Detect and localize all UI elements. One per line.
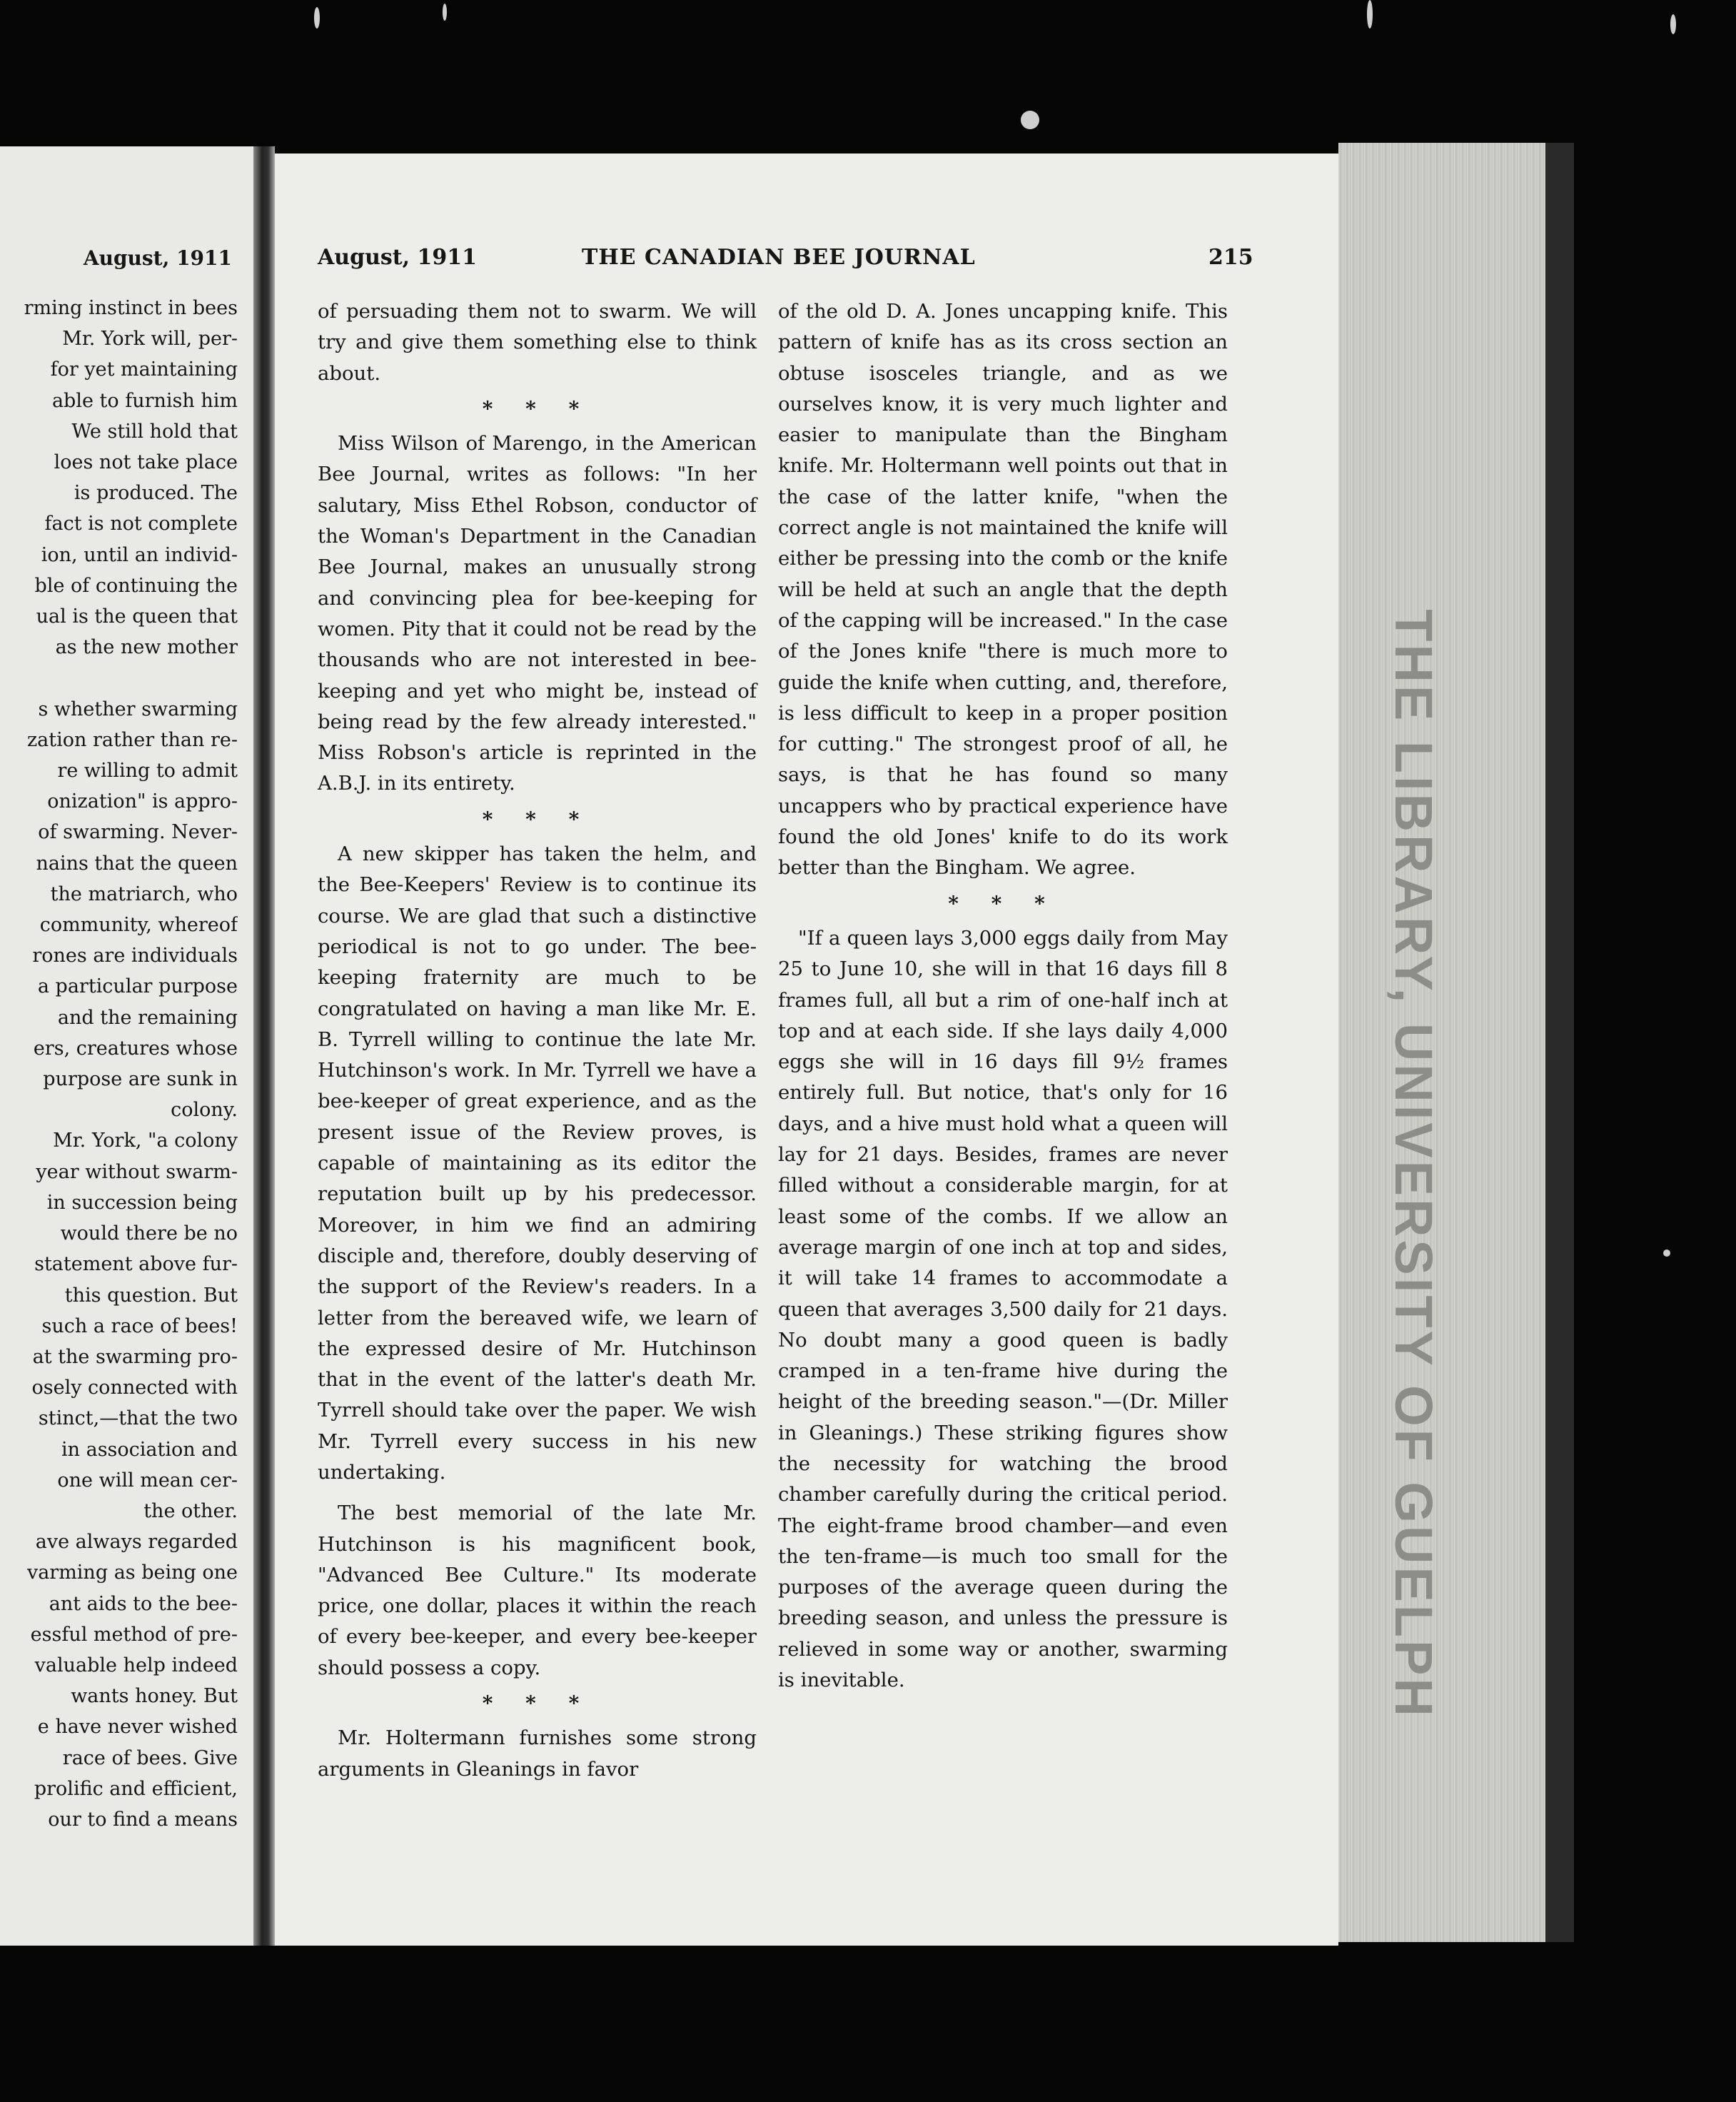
text-line: and the remaining: [57, 1006, 238, 1029]
left-page-text: [0, 293, 238, 1835]
text-line: purpose are sunk in: [43, 1068, 238, 1091]
section-separator: * * *: [482, 807, 592, 831]
text-line: of swarming. Never-: [38, 821, 238, 844]
text-line: prolific and efficient,: [34, 1777, 238, 1800]
paragraph: of persuading them not to swarm. We will try and give them something else to think about.: [318, 300, 757, 385]
text-line: rming instinct in bees: [24, 297, 238, 319]
section-separator: * * *: [482, 1691, 592, 1716]
paragraph: "If a queen lays 3,000 eggs daily from May 25 to June 10, she will in that 16 days fill 8 frames full, all but a rim of one-half inch at top and at each side. If she lays daily 4,000 eggs she will in 16 days fill 9½ frames entirely full. But notice, that's only for 16 days, and a hive must hold what a queen will lay for 21 days. Besides, frames are never filled without a considerable margin, for at least some of the combs. If we allow an average margin of one inch at top and sides, it will take 14 frames to accommodate a queen that averages 3,500 daily for 21 days. No doubt many a good queen is badly cramped in a ten-frame hive during the height of the breeding season."—(Dr. Miller in Gleanings.) These striking figures show the necessity for watching the brood chamber carefully during the critical period. The eight-frame brood chamber—and even the ten-frame—is much too small for the purposes of the average queen during the breeding season, and unless the pressure is relieved in some way or another, swarming is inevitable.: [778, 926, 1228, 1692]
text-line: ual is the queen that: [36, 605, 238, 628]
text-line: able to furnish him: [51, 389, 238, 412]
text-line: race of bees. Give: [62, 1746, 238, 1769]
column-2: [778, 296, 1228, 1696]
paragraph: of the old D. A. Jones uncapping knife. This pattern of knife has as its cross section an obtuse isosceles triangle, and as we ourselves know, it is very much lighter and easier to manipulate than the Bingham knife. Mr. Holtermann well points out that in the case of the latter knife, "when the correct angle is not maintained the knife will either be pressing into the comb or the knife will be held at such an angle that the depth of the capping will be increased." In the case of the Jones knife "there is much more to guide the knife when cutting, and, therefore, is less difficult to keep in a proper position for cutting." The strongest proof of all, he says, is that he has found so many uncappers who by practical experience have found the old Jones' knife to do its work better than the Bingham. We agree.: [778, 300, 1228, 880]
book-gutter: [253, 146, 275, 1946]
text-line: e have never wished: [37, 1716, 238, 1739]
text-line: our to find a means: [48, 1808, 238, 1831]
text-line: s whether swarming: [38, 698, 238, 720]
text-line: loes not take place: [54, 451, 238, 474]
text-line: nains that the queen: [36, 852, 238, 875]
text-line: ion, until an individ-: [41, 543, 238, 566]
text-line: for yet maintaining: [50, 358, 238, 381]
text-line: at the swarming pro-: [32, 1345, 238, 1368]
text-line: We still hold that: [71, 420, 238, 443]
right-page: [275, 154, 1338, 1946]
journal-title: THE CANADIAN BEE JOURNAL: [582, 245, 976, 270]
text-line: valuable help indeed: [34, 1654, 238, 1676]
text-line: one will mean cer-: [57, 1469, 238, 1492]
text-line: as the new mother: [55, 636, 238, 659]
dust-speck: [1670, 14, 1676, 34]
text-line: stinct,—that the two: [38, 1407, 238, 1430]
paragraph: Mr. Holtermann furnishes some strong arguments in Gleanings in favor: [318, 1726, 757, 1781]
text-line: year without swarm-: [36, 1160, 238, 1183]
paragraph: The best memorial of the late Mr. Hutchinson is his magnificent book, "Advanced Bee Culture." Its moderate price, one dollar, places it within the reach of every bee-keeper, and every bee-keeper should possess a copy.: [318, 1502, 757, 1679]
text-line: [0, 663, 238, 693]
text-line: ave always regarded: [35, 1531, 238, 1554]
text-line: fact is not complete: [44, 513, 238, 535]
text-line: re willing to admit: [57, 760, 238, 783]
dust-speck: [1663, 1249, 1670, 1257]
dust-speck: [443, 4, 447, 21]
text-line: is produced. The: [74, 482, 238, 505]
header-date: August, 1911: [318, 245, 478, 270]
text-line: Mr. York, "a colony: [53, 1130, 238, 1152]
text-line: would there be no: [60, 1222, 238, 1245]
column-1: [318, 296, 757, 1785]
paragraph: A new skipper has taken the helm, and the Bee-Keepers' Review is to continue its course. We are glad that such a distinctive periodical is not to go under. The bee-keeping fraternity are much to be congratulated on having a man like Mr. E. B. Tyrrell willing to continue the late Mr. Hutchinson's work. In Mr. Tyrrell we have a bee-keeper of great experience, and as the present issue of the Review proves, is capable of maintaining as its editor the reputation built up by his predecessor. Moreover, in him we find an admiring disciple and, therefore, doubly deserving of the support of the Review's readers. In a letter from the bereaved wife, we learn of the expressed desire of Mr. Hutchinson that in the event of the latter's death Mr. Tyrrell should take over the paper. We wish Mr. Tyrrell every success in his new undertaking.: [318, 843, 757, 1484]
text-line: the other.: [143, 1499, 238, 1522]
dust-speck: [1367, 0, 1373, 29]
text-line: in association and: [61, 1438, 238, 1461]
text-line: onization" is appro-: [47, 790, 238, 813]
text-line: in succession being: [46, 1191, 238, 1214]
dust-speck: [314, 7, 320, 29]
paragraph: Miss Wilson of Marengo, in the American Bee Journal, writes as follows: "In her salutary, Miss Ethel Robson, conductor of the Woman's Department in the Canadian Bee Journal, makes an unusually strong and convincing plea for bee-keeping for women. Pity that it could not be read by the thousands who are not interested in bee-keeping and yet who might be, instead of being read by the few already interested." Miss Robson's article is reprinted in the A.B.J. in its entirety.: [318, 432, 757, 795]
library-stamp: THE LIBRARY, UNIVERSITY OF GUELPH: [1383, 608, 1443, 1719]
text-line: wants honey. But: [71, 1685, 238, 1708]
text-line: osely connected with: [31, 1377, 238, 1399]
dust-speck: [1021, 111, 1039, 129]
left-page-header: August, 1911: [83, 246, 232, 270]
text-line: Mr. York will, per-: [62, 328, 238, 351]
page-number: 215: [1208, 245, 1253, 270]
section-separator: * * *: [948, 891, 1058, 915]
text-line: ble of continuing the: [34, 574, 238, 597]
text-line: rones are individuals: [32, 945, 238, 967]
text-line: such a race of bees!: [41, 1314, 238, 1337]
left-page: [0, 146, 253, 1946]
text-line: ers, creatures whose: [33, 1037, 238, 1060]
text-line: community, whereof: [39, 914, 238, 937]
text-line: varming as being one: [26, 1562, 238, 1584]
text-line: this question. But: [64, 1284, 238, 1307]
text-line: statement above fur-: [34, 1253, 238, 1276]
text-line: the matriarch, who: [50, 882, 238, 905]
text-line: ant aids to the bee-: [49, 1592, 238, 1615]
text-line: a particular purpose: [37, 975, 238, 998]
section-separator: * * *: [482, 396, 592, 421]
text-line: zation rather than re-: [26, 728, 238, 751]
text-line: colony.: [171, 1099, 238, 1122]
text-line: essful method of pre-: [30, 1623, 238, 1646]
